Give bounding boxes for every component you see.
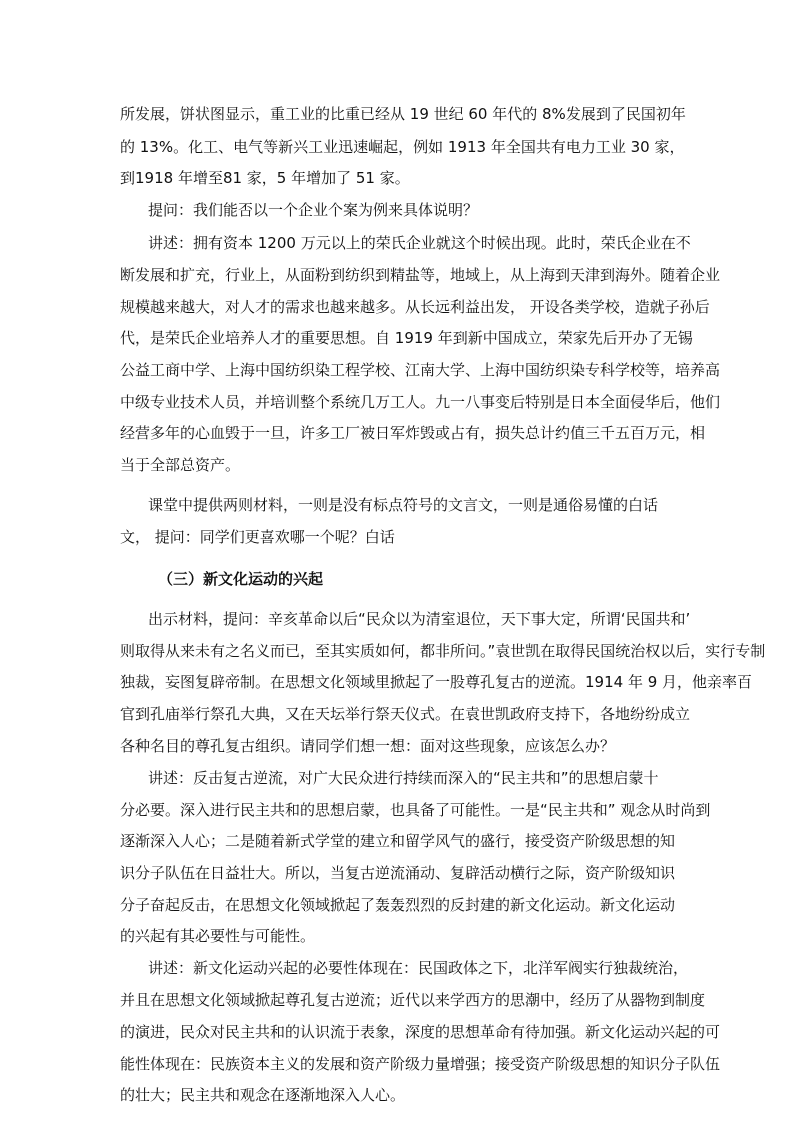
text-line: 逐渐深入人心；二是随着新式学堂的建立和留学风气的盛行，接受资产阶级思想的知 xyxy=(120,832,676,850)
text-line: 所发展，饼状图显示，重工业的比重已经从 19 世纪 60 年代的 8%发展到了民国初年 xyxy=(120,105,686,123)
text-line: 并且在思想文化领域掀起尊孔复古逆流；近代以来学西方的思潮中，经历了从器物到制度 xyxy=(120,991,706,1009)
text-line: 断发展和扩充，行业上，从面粉到纺织到精盐等，地域上，从上海到天津到海外。随着企业 xyxy=(120,266,721,284)
text-line: 能性体现在：民族资本主义的发展和资产阶级力量增强；接受资产阶级思想的知识分子队伍 xyxy=(120,1055,721,1073)
text-line: 讲述：反击复古逆流，对广大民众进行持续而深入的“民主共和”的思想启蒙十 xyxy=(148,769,659,787)
text-line: 的 13%。化工、电气等新兴工业迅速崛起，例如 1913 年全国共有电力工业 30 家， xyxy=(120,138,685,156)
text-line: 的演进，民众对民主共和的认识流于表象，深度的思想革命有待加强。新文化运动兴起的可 xyxy=(120,1023,721,1041)
text-line: 的兴起有其必要性与可能性。 xyxy=(120,927,316,945)
text-line: 到1918 年增至81 家，5 年增加了 51 家。 xyxy=(120,169,410,187)
text-line: 提问：我们能否以一个企业个案为例来具体说明？ xyxy=(148,201,479,219)
text-line: 则取得从来未有之名义而已，至其实质如何，都非所问。”袁世凯在取得民国统治权以后，实行专制 xyxy=(120,642,766,660)
text-line: 的壮大；民主共和观念在逐渐地深入人心。 xyxy=(120,1086,406,1104)
section-heading: （三）新文化运动的兴起 xyxy=(158,570,324,588)
text-line: 课堂中提供两则材料，一则是没有标点符号的文言文，一则是通俗易懂的白话 xyxy=(148,496,659,514)
text-line: 讲述：拥有资本 1200 万元以上的荣氏企业就这个时候出现。此时，荣氏企业在不 xyxy=(148,234,691,252)
text-line: 中级专业技术人员，并培训整个系统几万工人。九一八事变后特别是日本全面侵华后，他们 xyxy=(120,393,721,411)
text-line: 识分子队伍在日益壮大。所以，当复古逆流涌动、复辟活动横行之际，资产阶级知识 xyxy=(120,864,676,882)
text-line: 官到孔庙举行祭孔大典，又在天坛举行祭天仪式。在袁世凯政府支持下，各地纷纷成立 xyxy=(120,705,691,723)
text-line: 文， 提问：同学们更喜欢哪一个呢？白话 xyxy=(120,528,395,546)
text-line: 各种名目的尊孔复古组织。请同学们想一想：面对这些现象，应该怎么办？ xyxy=(120,737,616,755)
text-line: 规模越来越大，对人才的需求也越来越多。从长远利益出发， 开设各类学校，造就子孙后 xyxy=(120,298,710,316)
text-line: 分必要。深入进行民主共和的思想启蒙，也具备了可能性。一是“民主共和” 观念从时尚到 xyxy=(120,801,711,819)
text-line: 当于全部总资产。 xyxy=(120,456,241,474)
text-line: 公益工商中学、上海中国纺织染工程学校、江南大学、上海中国纺织染专科学校等，培养高 xyxy=(120,361,721,379)
text-line: 独裁，妄图复辟帝制。在思想文化领域里掀起了一股尊孔复古的逆流。1914 年 9 月，他亲率百 xyxy=(120,673,753,691)
text-line: 讲述：新文化运动兴起的必要性体现在：民国政体之下，北洋军阀实行独裁统治， xyxy=(148,959,689,977)
text-line: 经营多年的心血毁于一旦，许多工厂被日军炸毁或占有，损失总计约值三千五百万元，相 xyxy=(120,424,706,442)
text-line: 出示材料，提问：辛亥革命以后“民众以为清室退位，天下事大定，所谓‘民国共和’ xyxy=(148,610,691,628)
text-line: 分子奋起反击，在思想文化领域掀起了轰轰烈烈的反封建的新文化运动。新文化运动 xyxy=(120,896,676,914)
text-line: 代，是荣氏企业培养人才的重要思想。自 1919 年到新中国成立，荣家先后开办了无锡 xyxy=(120,329,693,347)
